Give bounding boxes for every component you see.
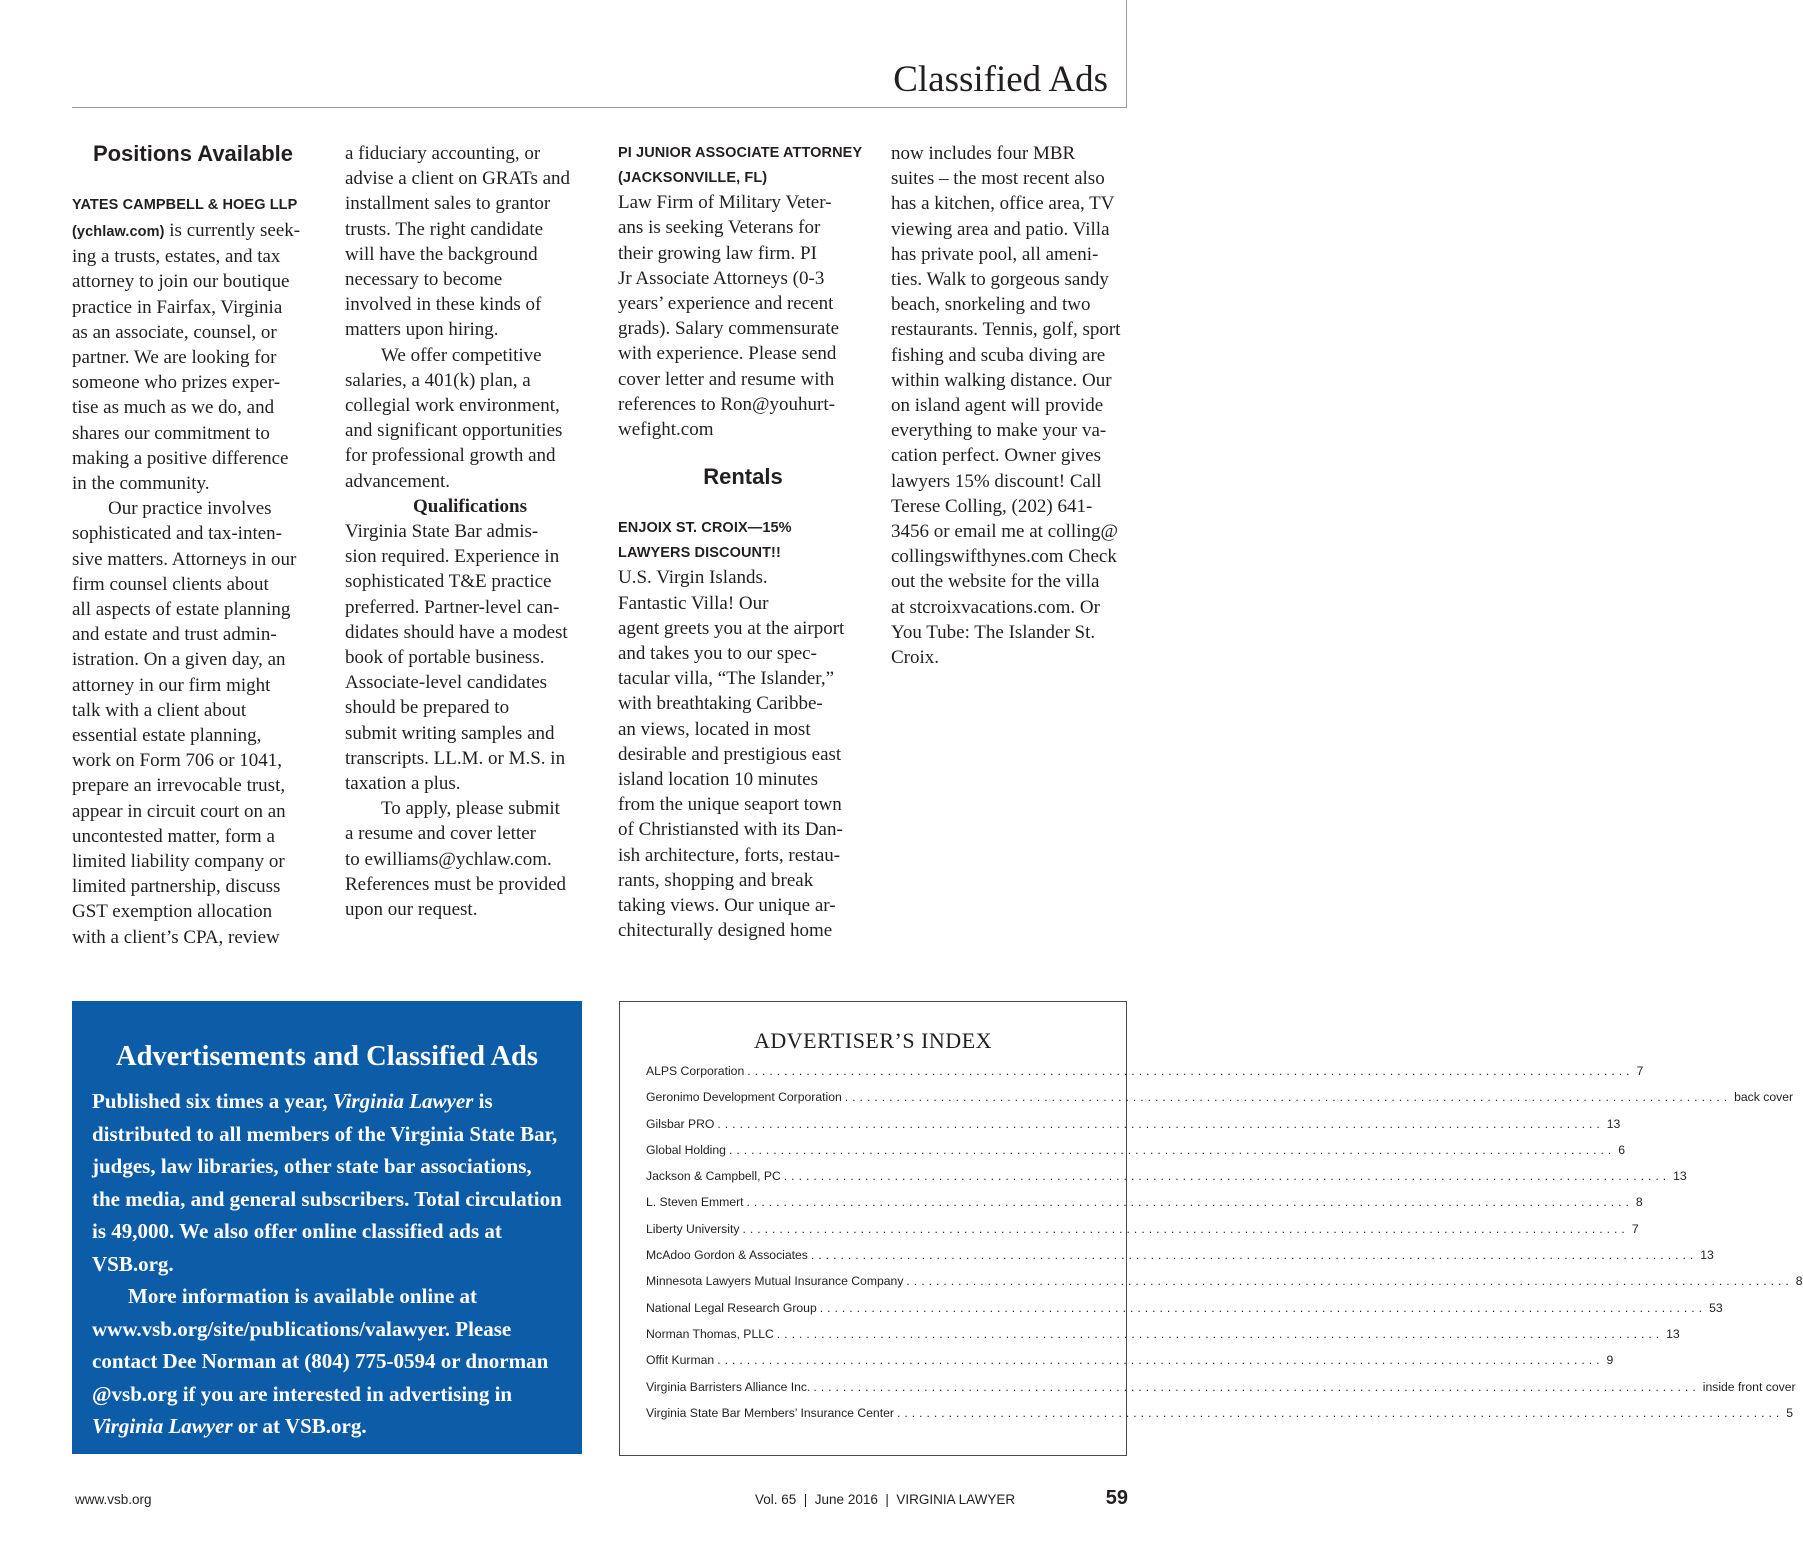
text-line: Associate-level candidates xyxy=(345,672,548,694)
text-line: attorney to join our boutique xyxy=(72,271,290,293)
advertiser-index-row xyxy=(646,1405,1794,1432)
ad-paragraph xyxy=(891,141,1131,670)
ad-paragraph xyxy=(345,343,595,494)
dot-leader: ........................................................................................................................ xyxy=(717,1116,1604,1131)
text-line: restaurants. Tennis, golf, sport xyxy=(891,319,1121,341)
advertiser-name: Jackson & Campbell, PC xyxy=(646,1169,781,1184)
text-line: tacular villa, “The Islander,” xyxy=(618,668,835,690)
text-line: grads). Salary commensurate xyxy=(618,318,840,340)
text-line: beach, snorkeling and two xyxy=(891,294,1091,316)
text-line: sive matters. Attorneys in our xyxy=(72,548,297,570)
text-line: out the website for the villa xyxy=(891,571,1100,593)
text-line: didates should have a modest xyxy=(345,621,568,643)
text-line: attorney in our firm might xyxy=(72,674,271,696)
text-line: a resume and cover letter xyxy=(345,823,536,845)
text-line: advancement. xyxy=(345,470,450,492)
advertiser-name: Offit Kurman xyxy=(646,1353,715,1368)
ad-heading-url: (ychlaw.com) xyxy=(72,223,165,240)
ad-paragraph xyxy=(345,519,595,796)
dot-leader: ........................................................................................................................ xyxy=(906,1274,1793,1289)
text-line: collingswifthynes.com Check xyxy=(891,546,1117,568)
advertiser-page: 9 xyxy=(1606,1353,1614,1368)
advertiser-index-row xyxy=(646,1090,1794,1116)
text-line: making a positive difference xyxy=(72,447,289,469)
text-line: istration. On a given day, an xyxy=(72,649,286,671)
advertiser-index-row xyxy=(646,1116,1621,1143)
dot-leader: ........................................................................................................................ xyxy=(747,1064,1634,1078)
text-line: To apply, please submit xyxy=(381,798,560,820)
text-run: is distributed to all members of the Virginia State Bar, judges, law libraries, other state bar associations, the media, and general subscribers. Total circulation is 49,000. We also offer online classified ads at VSB.org. xyxy=(92,1089,562,1276)
advertiser-page: 13 xyxy=(1673,1169,1687,1184)
text-line: necessary to become xyxy=(345,269,503,291)
advertiser-index-row xyxy=(646,1326,1680,1353)
advertiser-name: Geronimo Development Corporation xyxy=(646,1090,842,1105)
text-line: and takes you to our spec- xyxy=(618,643,817,665)
dot-leader: ........................................................................................................................ xyxy=(819,1300,1707,1315)
text-line: will have the background xyxy=(345,243,538,265)
header-horizontal-rule xyxy=(72,107,1127,108)
text-line: years’ experience and recent xyxy=(618,293,834,314)
text-line: prepare an irrevocable trust, xyxy=(72,775,286,797)
advertiser-name: L. Steven Emmert xyxy=(646,1195,744,1210)
text-line: ing a trusts, estates, and tax xyxy=(72,246,281,268)
advertiser-index-row xyxy=(646,1379,1796,1406)
text-line: references to Ron@youhurt- xyxy=(618,393,835,415)
advertiser-index-row xyxy=(646,1300,1723,1327)
ad-heading-pi-location: (JACKSONVILLE, FL) xyxy=(618,169,768,186)
text-line: with experience. Please send xyxy=(618,343,837,365)
text-line: salaries, a 401(k) plan, a xyxy=(345,369,531,391)
text-line: has private pool, all ameni- xyxy=(891,243,1099,265)
text-line: partner. We are looking for xyxy=(72,347,277,368)
advertiser-name: Gilsbar PRO xyxy=(646,1116,715,1131)
text-line: from the unique seaport town xyxy=(618,794,842,816)
text-line: We offer competitive xyxy=(381,344,542,366)
text-line: rants, shopping and break xyxy=(618,869,814,891)
advertiser-page: 13 xyxy=(1606,1116,1621,1131)
text-line: tise as much as we do, and xyxy=(72,397,275,419)
advertising-info-title: Advertisements and Classified Ads xyxy=(116,1041,538,1072)
text-line: lawyers 15% discount! Call xyxy=(891,470,1102,492)
text-line: uncontested matter, form a xyxy=(72,825,275,847)
ad-paragraph xyxy=(345,141,595,343)
advertiser-index-list xyxy=(646,1064,1803,1432)
advertiser-page: 5 xyxy=(1786,1405,1794,1420)
ad-paragraph xyxy=(72,244,314,496)
text-line: and estate and trust admin- xyxy=(72,624,277,646)
ad-paragraph xyxy=(72,218,314,245)
text-line: Fantastic Villa! Our xyxy=(618,592,769,614)
ad-text: is currently seek- xyxy=(164,219,301,241)
advertiser-page: 8 xyxy=(1635,1195,1643,1210)
advertiser-name: Virginia State Bar Members’ Insurance Center xyxy=(646,1405,894,1420)
page-number: 59 xyxy=(1105,1487,1128,1509)
ad-paragraph xyxy=(345,796,595,922)
text-line: submit writing samples and xyxy=(345,722,555,744)
section-title: Classified Ads xyxy=(893,59,1108,100)
advertiser-name: Norman Thomas, PLLC xyxy=(646,1326,774,1341)
advertiser-index-row xyxy=(646,1142,1626,1169)
dot-leader: ........................................................................................................................ xyxy=(896,1405,1784,1420)
text-line: now includes four MBR xyxy=(891,143,1076,164)
advertiser-name: McAdoo Gordon & Associates xyxy=(646,1248,808,1263)
advertiser-page: 7 xyxy=(1631,1221,1639,1236)
dot-leader: ........................................................................................................................ xyxy=(813,1379,1700,1394)
advertiser-index-row xyxy=(646,1248,1714,1274)
text-line: sophisticated T&E practice xyxy=(345,571,552,593)
column-2 xyxy=(345,141,595,922)
column-4 xyxy=(891,141,1131,670)
text-line: essential estate planning, xyxy=(72,725,262,747)
text-line: sophisticated and tax-inten- xyxy=(72,523,282,545)
advertiser-name: National Legal Research Group xyxy=(646,1300,817,1315)
text-run: or at VSB.org. xyxy=(232,1414,367,1438)
advertiser-name: ALPS Corporation xyxy=(646,1064,745,1078)
text-line: on island agent will provide xyxy=(891,395,1104,417)
text-line: Our practice involves xyxy=(108,498,272,520)
ad-heading-enjoix: ENJOIX ST. CROIX—15% xyxy=(618,520,792,537)
advertiser-page: 53 xyxy=(1709,1300,1723,1315)
advertiser-page: 7 xyxy=(1636,1064,1644,1078)
text-line: everything to make your va- xyxy=(891,420,1107,442)
footer-website: www.vsb.org xyxy=(75,1492,152,1507)
text-line: appear in circuit court on an xyxy=(72,800,286,822)
text-line: for professional growth and xyxy=(345,445,556,467)
text-line: advise a client on GRATs and xyxy=(345,168,571,190)
dot-leader: ........................................................................................................................ xyxy=(746,1195,1633,1210)
text-line: as an associate, counsel, or xyxy=(72,321,277,343)
ad-paragraph xyxy=(72,496,314,950)
text-line: agent greets you at the airport xyxy=(618,617,845,639)
text-line: Croix. xyxy=(891,647,940,669)
text-line: an views, located in most xyxy=(618,718,811,740)
dot-leader: ........................................................................................................................ xyxy=(728,1142,1616,1157)
text-line: U.S. Virgin Islands. xyxy=(618,567,768,589)
advertiser-index-row xyxy=(646,1353,1614,1379)
text-line: desirable and prestigious east xyxy=(618,743,842,765)
text-line: book of portable business. xyxy=(345,647,545,669)
text-line: wefight.com xyxy=(618,419,714,441)
advertiser-page: 6 xyxy=(1618,1142,1626,1157)
ad-paragraph xyxy=(618,190,868,442)
text-line: collegial work environment, xyxy=(345,395,560,417)
text-line: and significant opportunities xyxy=(345,420,563,442)
rentals-heading: Rentals xyxy=(703,464,783,490)
text-line: limited liability company or xyxy=(72,851,285,873)
text-line: Virginia State Bar admis- xyxy=(345,521,539,543)
ad-heading-discount: LAWYERS DISCOUNT!! xyxy=(618,544,781,561)
qualifications-subheading: Qualifications xyxy=(412,495,527,517)
advertiser-index-row xyxy=(646,1274,1803,1300)
text-line: suites – the most recent also xyxy=(891,168,1105,190)
text-line: sion required. Experience in xyxy=(345,546,560,568)
text-line: Jr Associate Attorneys (0-3 xyxy=(618,267,825,289)
text-line: chitecturally designed home xyxy=(618,920,833,942)
text-line: Terese Colling, (202) 641- xyxy=(891,495,1093,517)
text-line: 3456 or email me at colling@ xyxy=(891,521,1118,543)
text-line: practice in Fairfax, Virginia xyxy=(72,296,283,318)
text-line: upon our request. xyxy=(345,899,478,921)
text-line: to ewilliams@ychlaw.com. xyxy=(345,848,552,870)
advertiser-name: Virginia Barristers Alliance Inc. xyxy=(646,1379,811,1394)
text-line: taxation a plus. xyxy=(345,773,461,795)
advertiser-index-row xyxy=(646,1064,1644,1090)
text-line: should be prepared to xyxy=(345,697,510,719)
advertiser-index-row xyxy=(646,1221,1639,1248)
text-run: Published six times a year, xyxy=(92,1089,333,1113)
text-line: cover letter and resume with xyxy=(618,368,835,390)
advertising-info-paragraph xyxy=(92,1085,562,1280)
dot-leader: ........................................................................................................................ xyxy=(810,1248,1698,1263)
ad-heading-yates: YATES CAMPBELL & HOEG LLP xyxy=(72,197,298,213)
dot-leader: ........................................................................................................................ xyxy=(742,1221,1629,1236)
text-line: within walking distance. Our xyxy=(891,369,1112,391)
text-line: with breathtaking Caribbe- xyxy=(618,693,823,715)
ad-heading-pi: PI JUNIOR ASSOCIATE ATTORNEY xyxy=(618,145,863,161)
advertiser-index xyxy=(619,1001,1803,1456)
text-line: preferred. Partner-level can- xyxy=(345,596,560,618)
advertising-contact-paragraph xyxy=(92,1280,562,1443)
text-line: viewing area and patio. Villa xyxy=(891,218,1110,240)
text-line: You Tube: The Islander St. xyxy=(891,621,1096,643)
positions-available-heading: Positions Available xyxy=(92,141,294,166)
text-line: of Christiansted with its Dan- xyxy=(618,819,843,841)
advertiser-index-row xyxy=(646,1169,1687,1195)
column-3 xyxy=(618,141,868,943)
text-line: shares our commitment to xyxy=(72,422,270,444)
text-line: trusts. The right candidate xyxy=(345,218,544,240)
advertiser-page: 13 xyxy=(1666,1326,1680,1341)
advertiser-page: 8 xyxy=(1795,1274,1803,1289)
text-line: transcripts. LL.M. or M.S. in xyxy=(345,747,566,769)
text-run: More information is available online at www.vsb.org/site/publications/valawyer. Please contact Dee Norman at (804) 775-0594 or dnorman @vsb.org if you are interested in advertising in xyxy=(92,1284,549,1406)
text-line: cation perfect. Owner gives xyxy=(891,445,1101,467)
text-line: their growing law firm. PI xyxy=(618,242,817,264)
text-line: ish architecture, forts, restau- xyxy=(618,844,841,866)
text-line: taking views. Our unique ar- xyxy=(618,895,836,917)
dot-leader: ........................................................................................................................ xyxy=(776,1326,1664,1341)
text-line: GST exemption allocation xyxy=(72,901,273,923)
ad-paragraph xyxy=(618,565,868,943)
text-line: work on Form 706 or 1041, xyxy=(72,750,283,772)
dot-leader: ........................................................................................................................ xyxy=(844,1090,1732,1105)
text-line: at stcroixvacations.com. Or xyxy=(891,596,1100,618)
footer-issue-info: Vol. 65 | June 2016 | VIRGINIA LAWYER xyxy=(755,1492,1016,1507)
text-line: fishing and scuba diving are xyxy=(891,344,1106,366)
text-line: talk with a client about xyxy=(72,699,247,721)
text-line: installment sales to grantor xyxy=(345,193,551,215)
advertiser-page: inside front cover xyxy=(1702,1379,1796,1394)
text-line: firm counsel clients about xyxy=(72,573,269,595)
text-line: a fiduciary accounting, or xyxy=(345,143,541,164)
text-line: ans is seeking Veterans for xyxy=(618,217,821,239)
text-line: involved in these kinds of xyxy=(345,294,542,316)
advertiser-index-row xyxy=(646,1195,1643,1221)
publication-name: Virginia Lawyer xyxy=(92,1414,233,1438)
text-line: with a client’s CPA, review xyxy=(72,926,280,948)
text-line: ties. Walk to gorgeous sandy xyxy=(891,269,1109,291)
dot-leader: ........................................................................................................................ xyxy=(717,1353,1604,1368)
column-1 xyxy=(72,139,314,950)
dot-leader: ........................................................................................................................ xyxy=(783,1169,1671,1184)
advertising-info-box xyxy=(72,1001,582,1454)
text-line: References must be provided xyxy=(345,873,567,895)
text-line: limited partnership, discuss xyxy=(72,876,281,898)
advertiser-name: Minnesota Lawyers Mutual Insurance Company xyxy=(646,1274,904,1289)
text-line: all aspects of estate planning xyxy=(72,599,291,621)
text-line: matters upon hiring. xyxy=(345,319,499,341)
advertiser-index-title: ADVERTISER’S INDEX xyxy=(753,1028,993,1053)
advertiser-name: Global Holding xyxy=(646,1142,726,1157)
advertiser-page: back cover xyxy=(1734,1090,1794,1105)
text-line: in the community. xyxy=(72,473,210,495)
publication-name: Virginia Lawyer xyxy=(332,1089,474,1113)
advertiser-name: Liberty University xyxy=(646,1221,740,1236)
text-line: Law Firm of Military Veter- xyxy=(618,192,832,214)
text-line: someone who prizes exper- xyxy=(72,372,281,394)
text-line: island location 10 minutes xyxy=(618,769,819,791)
text-line: has a kitchen, office area, TV xyxy=(891,193,1115,215)
advertiser-page: 13 xyxy=(1700,1248,1714,1263)
header-vertical-rule xyxy=(1126,0,1127,108)
